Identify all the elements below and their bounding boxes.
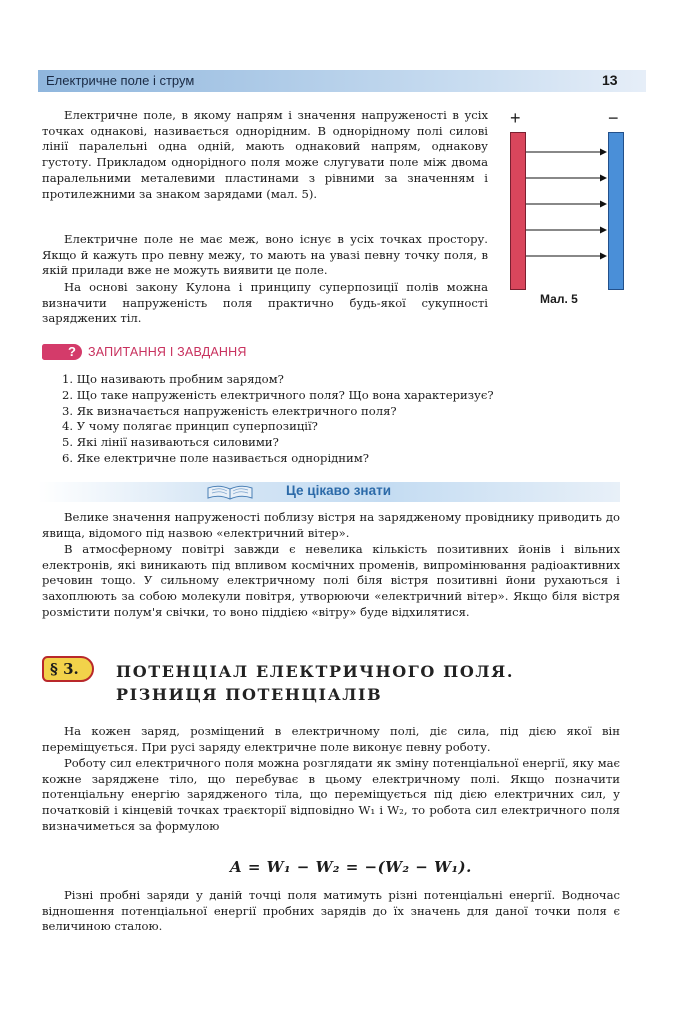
question-item: 6. Яке електричне поле називається однорідним? [62,450,369,465]
section-badge: § 3. [42,656,94,682]
question-mark-icon: ? [42,344,82,360]
figure-uniform-field [500,108,638,308]
question-item: 1. Що називають пробним зарядом? [62,372,284,386]
interesting-banner [38,482,620,502]
running-header [38,70,646,92]
intro-paragraph-1: Електричне поле, в якому напрям і значення напруженості в усіх точках однакові, називається однорідним. В однорідному полі силові лінії паралельні одна одній, мають однаковий напрям, однакову густоту. Прикладом однорідного поля може слугувати поле між двома паралельними металевими пластинами з рівними за значенням і протилежними за знаком зарядами (мал. 5). [42,108,488,201]
intro-paragraph-2: Електричне поле не має меж, воно існує в усіх точках простору. Якщо й кажуть про певну межу, то мають на увазі певну точку поля, в якій прилади вже не можуть виявити це поле. [42,232,488,278]
open-book-icon [206,484,254,500]
questions-title: ЗАПИТАННЯ І ЗАВДАННЯ [88,345,247,359]
question-item: 2. Що таке напруженість електричного поля? Що вона характеризує? [62,387,494,402]
interesting-title: Це цікаво знати [286,483,392,498]
minus-sign: − [608,108,619,128]
field-lines [500,108,638,308]
section-paragraph-3: Різні пробні заряди у даній точці поля матимуть різні потенціальні енергії. Водночас відношення потенціальної енергії пробних зарядів до їх значень для даної точки поля є величиною сталою. [42,888,620,934]
section-paragraph-1: На кожен заряд, розміщений в електричному полі, діє сила, під дією якої він переміщується. При русі заряду електричне поле виконує певну роботу. [42,724,620,754]
question-item: 3. Як визначається напруженість електричного поля? [62,403,397,418]
work-formula: A = W₁ − W₂ = −(W₂ − W₁). [230,858,472,876]
figure-caption: Мал. 5 [540,292,578,306]
section-title-line-2: РІЗНИЦЯ ПОТЕНЦІАЛІВ [116,685,383,704]
question-item: 4. У чому полягає принцип суперпозиції? [62,419,318,434]
interesting-paragraph-2: В атмосферному повітрі завжди є невелика кількість позитивних йонів і вільних електронів, які виникають під впливом космічних променів, випромінювання радіоактивних речовин тощо. У сильному електричному полі біля вістря позитивні йони рухаються і захоплюють за собою молекули повітря, утворюючи «електричний вітер». Якщо біля вістря розмістити полум'я свічки, то воно піддією «вітру» буде відхилятися. [42,542,620,619]
plus-sign: + [510,108,521,128]
intro-paragraph-3: На основі закону Кулона і принципу суперпозиції полів можна визначити напруженість поля практично будь-якої сукупності заряджених тіл. [42,280,488,326]
section-title [116,660,514,706]
interesting-paragraph-1: Велике значення напруженості поблизу вістря на зарядженому провіднику приводить до явища, відомого під назвою «електричний вітер». [42,510,620,540]
page-number: 13 [602,72,618,88]
header-title: Електричне поле і струм [46,73,195,88]
questions-list [62,372,494,467]
section-paragraph-2: Роботу сил електричного поля можна розглядати як зміну потенціальної енергії, яку має кожне заряджене тіло, що перебуває в цьому електричному полі. Якщо позначити потенціальну енергію зарядженого тіла, що переміщується під дією електричних сил, у початковій і кінцевій точках траєкторії відповідно W₁ і W₂, то робота сил електричного поля визначиметься за формулою [42,756,620,833]
questions-banner [42,342,282,366]
section-title-line-1: ПОТЕНЦІАЛ ЕЛЕКТРИЧНОГО ПОЛЯ. [116,662,515,681]
question-item: 5. Які лінії називаються силовими? [62,435,279,450]
